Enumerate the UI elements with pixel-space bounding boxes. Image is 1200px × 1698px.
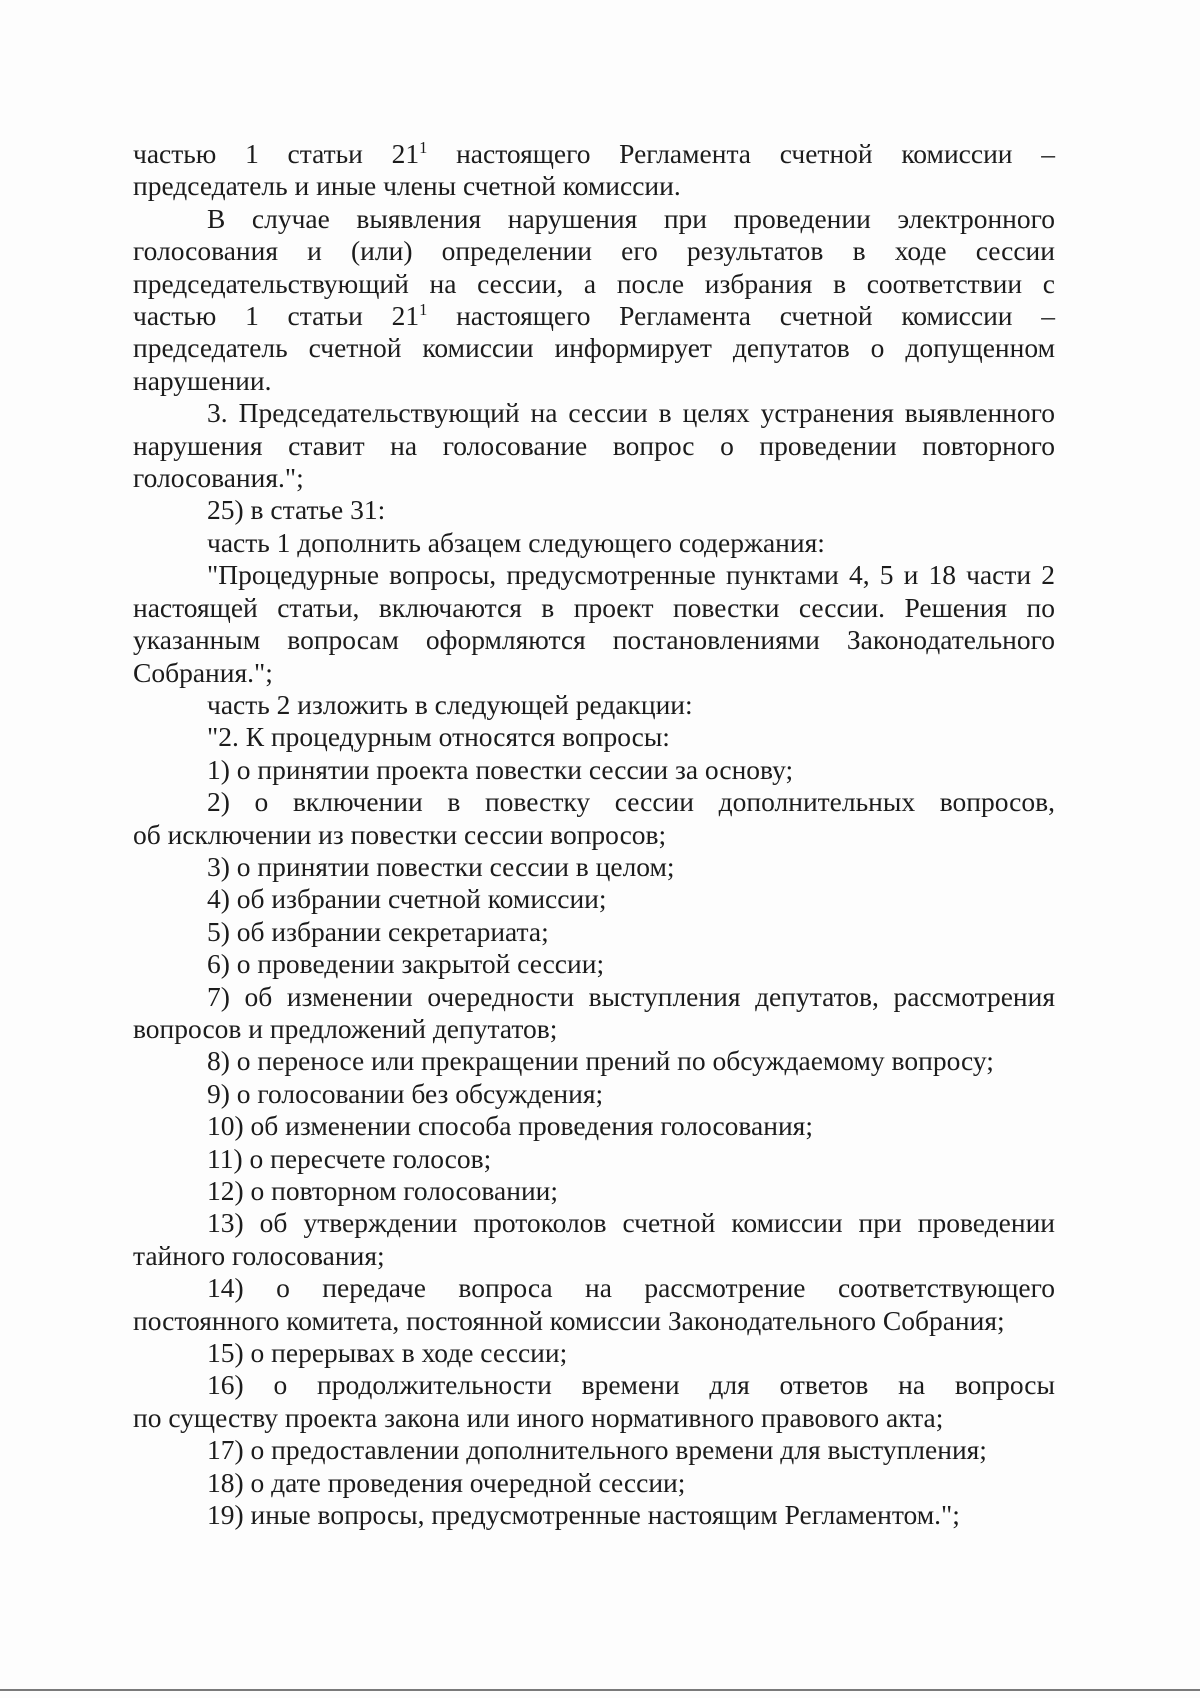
- text-line: тайного голосования;: [133, 1239, 385, 1271]
- text-line: [133, 138, 1055, 170]
- text-line: 4) об избрании счетной комиссии;: [207, 883, 607, 915]
- document-body: [133, 138, 1055, 1531]
- text-line: 10) об изменении способа проведения голосования;: [207, 1110, 813, 1142]
- text-line: [133, 300, 1055, 332]
- text-line: голосования и (или) определении его результатов в ходе сессии: [133, 235, 1055, 267]
- text-line: 12) о повторном голосовании;: [207, 1175, 559, 1206]
- text-line: "2. К процедурным относятся вопросы:: [207, 721, 670, 753]
- text-line: 25) в статье 31:: [207, 494, 386, 526]
- text-line: голосования.";: [133, 462, 304, 494]
- text-line: 8) о переносе или прекращении прений по обсуждаемому вопросу;: [207, 1045, 994, 1077]
- text-line: 17) о предоставлении дополнительного времени для выступления;: [207, 1434, 987, 1466]
- text-segment: настоящего Регламента счетной комиссии –: [427, 138, 1055, 169]
- text-line: по существу проекта закона или иного нормативного правового акта;: [133, 1401, 944, 1433]
- text-line: В случае выявления нарушения при проведении электронного: [207, 202, 1055, 234]
- text-line: вопросов и предложений депутатов;: [133, 1012, 558, 1044]
- superscript: 1: [419, 137, 428, 157]
- text-line: 7) об изменении очередности выступления депутатов, рассмотрения: [207, 980, 1055, 1012]
- text-line: 1) о принятии проекта повестки сессии за основу;: [207, 753, 794, 785]
- text-line: 13) об утверждении протоколов счетной комиссии при проведении: [207, 1207, 1055, 1239]
- text-line: 19) иные вопросы, предусмотренные настоящим Регламентом.";: [207, 1499, 960, 1531]
- text-line: 3) о принятии повестки сессии в целом;: [207, 850, 675, 882]
- text-line: 6) о проведении закрытой сессии;: [207, 948, 605, 980]
- text-line: 16) о продолжительности времени для ответов на вопросы: [207, 1369, 1055, 1401]
- text-line: 2) о включении в повестку сессии дополнительных вопросов,: [207, 786, 1055, 818]
- text-line: 3. Председательствующий на сессии в целях устранения выявленного: [207, 397, 1055, 429]
- text-line: 15) о перерывах в ходе сессии;: [207, 1337, 568, 1369]
- text-line: часть 1 дополнить абзацем следующего содержания:: [207, 526, 825, 558]
- text-line: часть 2 изложить в следующей редакции:: [207, 688, 693, 720]
- text-line: об исключении из повестки сессии вопросов;: [133, 818, 667, 850]
- text-line: нарушения ставит на голосование вопрос о проведении повторного: [133, 429, 1055, 461]
- text-line: постоянного комитета, постоянной комиссии Законодательного Собрания;: [133, 1304, 1005, 1336]
- text-line: 5) об избрании секретариата;: [207, 915, 549, 947]
- text-line: "Процедурные вопросы, предусмотренные пунктами 4, 5 и 18 части 2: [207, 559, 1055, 591]
- text-line: 18) о дате проведения очередной сессии;: [207, 1466, 686, 1498]
- text-line: председательствующий на сессии, а после избрания в соответствии с: [133, 267, 1055, 299]
- text-line: настоящей статьи, включаются в проект повестки сессии. Решения по: [133, 591, 1055, 623]
- text-line: Собрания.";: [133, 656, 273, 688]
- superscript: 1: [419, 299, 428, 319]
- text-line: 9) о голосовании без обсуждения;: [207, 1077, 604, 1109]
- text-line: нарушении.: [133, 364, 272, 396]
- scan-edge-line: [0, 1689, 1200, 1691]
- text-line: 14) о передаче вопроса на рассмотрение соответствующего: [207, 1272, 1055, 1304]
- text-line: председатель и иные члены счетной комиссии.: [133, 170, 681, 202]
- text-line: 11) о пересчете голосов;: [207, 1142, 492, 1174]
- text-segment: частью 1 статьи 21: [133, 300, 420, 332]
- text-segment: настоящего Регламента счетной комиссии –: [427, 300, 1055, 332]
- text-line: указанным вопросам оформляются постановлениями Законодательного: [133, 624, 1055, 656]
- text-segment: частью 1 статьи 21: [133, 138, 420, 169]
- text-line: председатель счетной комиссии информирует депутатов о допущенном: [133, 332, 1055, 364]
